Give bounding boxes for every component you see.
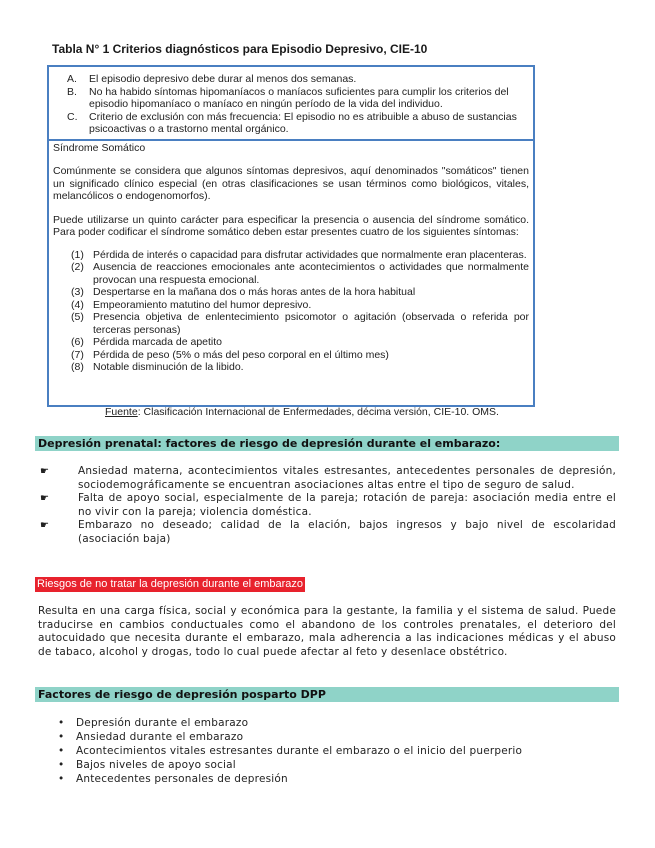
list-item [58, 744, 618, 758]
table-title: Tabla N° 1 Criterios diagnósticos para Episodio Depresivo, CIE-10 [52, 42, 428, 56]
symptom-number: (3) [71, 286, 84, 298]
pointing-hand-icon: ☛ [40, 466, 50, 477]
criteria-text: Criterio de exclusión con más frecuencia: El episodio no es atribuible a abuso de sustancias psicoactivas o a trastorno mental orgánico. [89, 110, 517, 135]
list-item [40, 465, 616, 492]
symptom-item [71, 349, 529, 362]
criteria-label: C. [67, 110, 78, 123]
list-item-text: Ansiedad materna, acontecimientos vitales estresantes, antecedentes personales de depresión, sociodemográficamente se encuentran asociaciones altas entre el tipo de seguro de salud. [78, 465, 616, 491]
somatic-section [49, 141, 533, 374]
somatic-heading: Síndrome Somático [53, 141, 146, 154]
bullet-icon: • [58, 773, 65, 785]
pointing-hand-icon: ☛ [40, 520, 50, 531]
list-item [58, 716, 618, 730]
criteria-text: El episodio depresivo debe durar al menos dos semanas. [89, 73, 357, 85]
criteria-item [67, 86, 525, 111]
criteria-text: No ha habido síntomas hipomaníacos o maníacos suficientes para cumplir los criterios del episodio hipomaníaco o maníaco en ningún período de la vida del individuo. [89, 85, 509, 110]
symptom-text: Ausencia de reacciones emocionales ante acontecimientos o actividades que normalmente provocan una respuesta emocional. [93, 261, 529, 286]
criteria-item [67, 111, 525, 136]
criteria-label: B. [67, 85, 77, 98]
symptom-number: (1) [71, 248, 84, 261]
symptom-item [71, 361, 529, 374]
symptom-number: (4) [71, 298, 84, 311]
symptom-item [71, 261, 529, 286]
criteria-table [47, 65, 535, 407]
risks-paragraph: Resulta en una carga física, social y económica para la gestante, la familia y el sistema de salud. Puede traducirse en cambios conductuales como el abandono de los controles prenatales, el deterioro del autocuidado que necesita durante el embarazo, mala adherencia a las indicaciones médicas y el abuso de tabaco, alcohol y drogas, todo lo cual puede afectar al feto y desenlace obstétrico. [38, 605, 616, 658]
list-item [40, 492, 616, 519]
symptom-item [71, 299, 529, 312]
criteria-item [67, 73, 525, 86]
table-source [105, 406, 499, 418]
somatic-paragraph: Comúnmente se considera que algunos síntomas depresivos, aquí denominados "somáticos" tienen un significado clínico especial (en otras clasificaciones se usan términos como biológicos, vitales, melancólicos o endogenomorfos). [53, 165, 529, 202]
list-item-text: Falta de apoyo social, especialmente de la pareja; rotación de pareja: asociación media entre el no vivir con la pareja; violencia doméstica. [78, 492, 616, 518]
list-item [40, 519, 616, 546]
bullet-icon: • [58, 745, 65, 757]
list-item [58, 772, 618, 786]
source-label: Fuente [105, 406, 138, 418]
criteria-label: A. [67, 73, 77, 85]
symptom-text: Pérdida de peso (5% o más del peso corporal en el último mes) [93, 348, 389, 361]
symptom-text: Empeoramiento matutino del humor depresivo. [93, 298, 312, 311]
list-item-text: Embarazo no deseado; calidad de la elación, bajos ingresos y bajo nivel de escolaridad (asociación baja) [78, 519, 616, 545]
list-item-text: Depresión durante el embarazo [76, 717, 249, 729]
symptom-number: (5) [71, 311, 84, 323]
risks-heading: Riesgos de no tratar la depresión durante el embarazo [37, 578, 303, 590]
list-item [58, 730, 618, 744]
symptom-item [71, 286, 529, 299]
symptom-number: (2) [71, 261, 84, 273]
bullet-icon: • [58, 759, 65, 771]
symptom-number: (6) [71, 336, 84, 348]
source-text: : Clasificación Internacional de Enfermedades, décima versión, CIE-10. OMS. [137, 406, 499, 418]
list-item [58, 758, 618, 772]
somatic-paragraph: Puede utilizarse un quinto carácter para especificar la presencia o ausencia del síndrome somático. Para poder codificar el síndrome somático deben estar presentes cuatro de los siguientes síntomas: [53, 213, 529, 238]
symptom-text: Presencia objetiva de enlentecimiento psicomotor o agitación (observada o referida por terceras personas) [93, 311, 529, 336]
prenatal-risk-list [40, 465, 616, 546]
symptom-item [71, 249, 529, 262]
postpartum-risk-list [58, 716, 618, 786]
symptom-text: Notable disminución de la libido. [93, 361, 244, 373]
symptom-number: (7) [71, 348, 84, 361]
pointing-hand-icon: ☛ [40, 493, 50, 504]
somatic-symptom-list [53, 249, 529, 374]
criteria-abc-list [49, 67, 533, 136]
symptom-text: Despertarse en la mañana dos o más horas antes de la hora habitual [93, 286, 416, 298]
symptom-text: Pérdida de interés o capacidad para disfrutar actividades que normalmente eran placenteras. [93, 248, 527, 261]
prenatal-heading: Depresión prenatal: factores de riesgo de depresión durante el embarazo: [35, 436, 619, 451]
postpartum-heading: Factores de riesgo de depresión posparto DPP [35, 687, 619, 702]
bullet-icon: • [58, 717, 65, 729]
symptom-item [71, 311, 529, 336]
list-item-text: Ansiedad durante el embarazo [76, 731, 244, 743]
list-item-text: Bajos niveles de apoyo social [76, 759, 236, 771]
symptom-item [71, 336, 529, 349]
symptom-text: Pérdida marcada de apetito [93, 336, 222, 348]
bullet-icon: • [58, 731, 65, 743]
symptom-number: (8) [71, 361, 84, 373]
list-item-text: Acontecimientos vitales estresantes durante el embarazo o el inicio del puerperio [76, 745, 523, 757]
list-item-text: Antecedentes personales de depresión [76, 773, 288, 785]
